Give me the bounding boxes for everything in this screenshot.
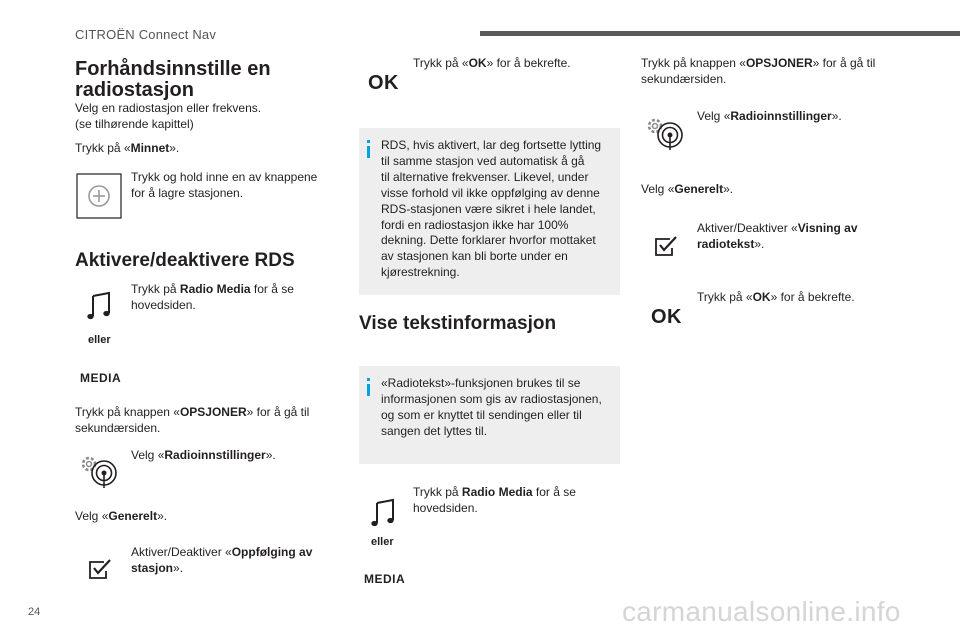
section-title-rds: Aktivere/deaktivere RDS: [75, 250, 295, 271]
info-icon: [367, 378, 370, 396]
radio-settings-icon: [646, 115, 686, 151]
step-memory-text: Trykk på «Minnet».: [75, 141, 180, 155]
checkbox-icon: [654, 236, 678, 258]
media-button-label: MEDIA: [80, 371, 122, 385]
header-bar: [480, 31, 960, 36]
watermark: carmanualsonline.info: [622, 596, 901, 627]
media-button-label: MEDIA: [364, 572, 406, 586]
intro-text: Velg en radiostasjon eller frekvens. (se tilhørende kapittel): [75, 101, 262, 131]
plus-icon: [76, 173, 122, 219]
step-hold-text: Trykk og hold inne en av knappene for å lagre stasjonen.: [131, 170, 318, 200]
step-toggle-radiotext-text: Aktiver/Deaktiver «Visning av radiotekst».: [697, 221, 858, 251]
music-note-icon: [86, 291, 114, 321]
or-label: eller: [88, 334, 111, 346]
step-options-text: Trykk på knappen «OPSJONER» for å gå til sekundærsiden.: [75, 405, 310, 435]
step-general-text: Velg «Generelt».: [75, 509, 168, 523]
step-confirm-text: Trykk på «OK» for å bekrefte.: [697, 290, 855, 304]
rds-info-note: [359, 128, 620, 295]
step-select-radio-settings-text: Velg «Radioinnstillinger».: [131, 448, 276, 462]
ok-button-label: OK: [368, 72, 399, 94]
section-title-preset: Forhåndsinnstille en radiostasjon: [75, 58, 271, 101]
step-toggle-tracking-text: Aktiver/Deaktiver «Oppfølging av stasjon».: [131, 545, 313, 575]
section-title-radiotext: Vise tekstinformasjon: [359, 313, 557, 334]
header-title: CITROËN Connect Nav: [75, 27, 217, 42]
step-select-radio-settings-text: Velg «Radioinnstillinger».: [697, 109, 842, 123]
checkbox-icon: [88, 559, 112, 581]
step-options-text: Trykk på knappen «OPSJONER» for å gå til sekundærsiden.: [641, 56, 876, 86]
page-number: 24: [28, 606, 41, 618]
step-radio-media-text: Trykk på Radio Media for å se hovedsiden.: [413, 485, 576, 515]
step-confirm-text: Trykk på «OK» for å bekrefte.: [413, 56, 571, 70]
step-radio-media-text: Trykk på Radio Media for å se hovedsiden.: [131, 282, 294, 312]
radiotext-info-note: [359, 366, 620, 464]
info-icon: [367, 140, 370, 158]
radiotext-info-text: «Radiotekst»-funksjonen brukes til se informasjonen som gis av radiostasjonen, og som er knyttet til sendingen eller til sangen det lyttes til.: [381, 376, 602, 438]
radio-settings-icon: [80, 453, 120, 489]
ok-button-label: OK: [651, 306, 682, 328]
step-general-text: Velg «Generelt».: [641, 182, 734, 196]
music-note-icon: [370, 498, 398, 528]
rds-info-text: RDS, hvis aktivert, lar deg fortsette lytting til samme stasjon ved automatisk å gå til alternative frekvenser. Likevel, under visse forhold vil ikke oppfølging av denne RDS-stasjonen være sikret i hele landet, fordi en radiostasjon ikke har 100% dekning. Dette forklarer hvorfor mottaket av stasjonen kan bli borte under en kjørestrekning.: [381, 138, 602, 280]
or-label: eller: [371, 536, 394, 548]
